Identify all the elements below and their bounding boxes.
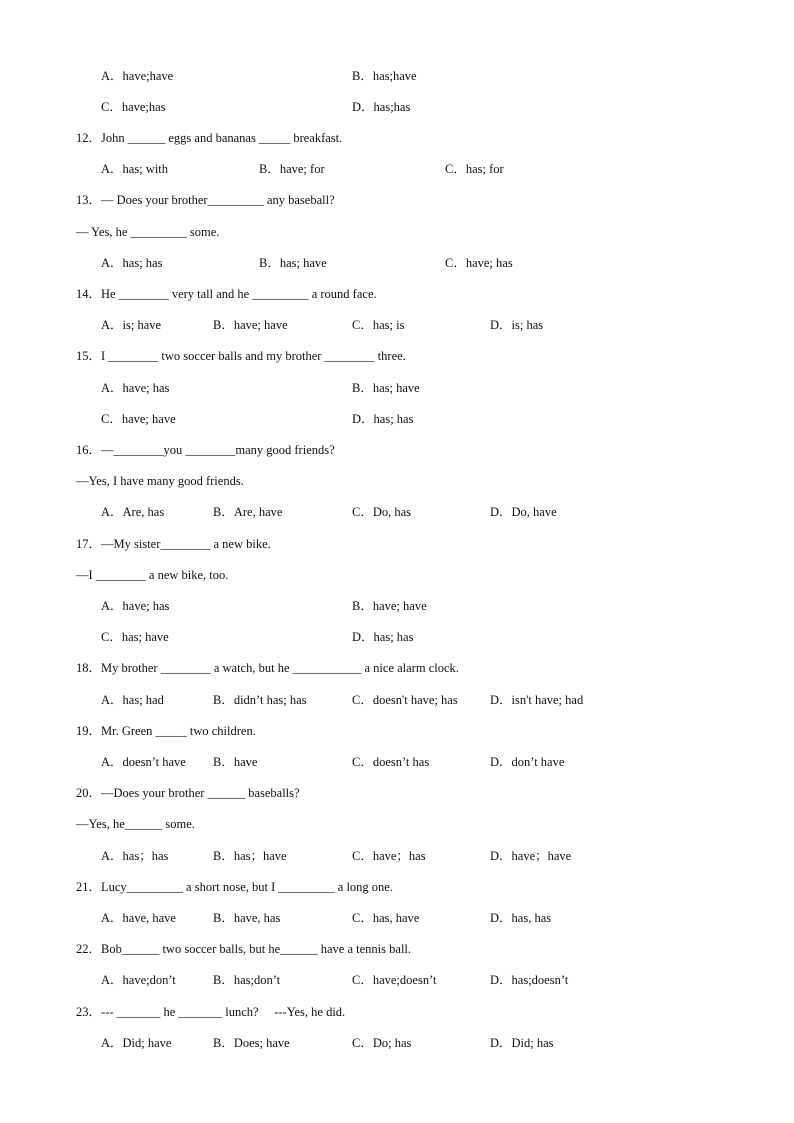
answer-option: A．Are, has — [101, 505, 165, 519]
answer-option: D．has;has — [352, 100, 411, 114]
answer-option: D．has, has — [490, 911, 552, 925]
answer-option: C．have;doesn’t — [352, 973, 437, 987]
answer-option: D．have；have — [490, 849, 572, 863]
answer-option: A．is; have — [101, 318, 162, 332]
answer-options — [101, 255, 751, 271]
answer-option: D．has; has — [352, 630, 414, 644]
answer-option: B．didn’t has; has — [213, 693, 307, 707]
answer-options — [101, 68, 751, 84]
answer-option: A．have;have — [101, 69, 174, 83]
question-text: 20．—Does your brother ______ baseballs? — [76, 786, 300, 800]
answer-options — [101, 504, 751, 520]
answer-option: D．don’t have — [490, 755, 565, 769]
question-text: 12．John ______ eggs and bananas _____ breakfast. — [76, 131, 343, 145]
answer-option: C．have；has — [352, 849, 426, 863]
answer-option: C．Do, has — [352, 505, 412, 519]
question-text: 22．Bob______ two soccer balls, but he______ have a tennis ball. — [76, 942, 412, 956]
answer-option: B．have; for — [259, 162, 325, 176]
answer-options — [101, 598, 751, 614]
answer-option: C．has; is — [352, 318, 405, 332]
question-text: 14．He ________ very tall and he _________ a round face. — [76, 287, 377, 301]
answer-option: A．have; has — [101, 599, 170, 613]
answer-option: D．isn't have; had — [490, 693, 584, 707]
question-text: 17．—My sister________ a new bike. — [76, 537, 271, 551]
answer-option: A．doesn’t have — [101, 755, 186, 769]
answer-option: A．has；has — [101, 849, 169, 863]
answer-option: A．Did; have — [101, 1036, 172, 1050]
answer-option: B．have, has — [213, 911, 281, 925]
answer-option: C．has; have — [101, 630, 169, 644]
answer-option: B．have — [213, 755, 258, 769]
answer-option: A．has; had — [101, 693, 164, 707]
answer-option: A．has; with — [101, 162, 169, 176]
question-text: 19．Mr. Green _____ two children. — [76, 724, 256, 738]
answer-options — [101, 411, 751, 427]
answer-option: D．is; has — [490, 318, 544, 332]
answer-option: C．has, have — [352, 911, 420, 925]
answer-options — [101, 754, 751, 770]
answer-option: A．have, have — [101, 911, 176, 925]
answer-option: A．have; has — [101, 381, 170, 395]
answer-options — [101, 848, 751, 864]
answer-option: B．has; have — [259, 256, 327, 270]
question-text: —Yes, I have many good friends. — [76, 474, 244, 488]
answer-option: B．has;have — [352, 69, 417, 83]
question-text: 18．My brother ________ a watch, but he ___________ a nice alarm clock. — [76, 661, 459, 675]
answer-option: C．Do; has — [352, 1036, 412, 1050]
answer-option: B．Does; have — [213, 1036, 290, 1050]
answer-option: B．Are, have — [213, 505, 283, 519]
answer-option: B．has;don’t — [213, 973, 281, 987]
answer-option: C．has; for — [445, 162, 504, 176]
answer-option: D．has;doesn’t — [490, 973, 569, 987]
answer-option: A．have;don’t — [101, 973, 176, 987]
question-text: —I ________ a new bike, too. — [76, 568, 229, 582]
answer-option: D．Did; has — [490, 1036, 554, 1050]
question-text: 13．— Does your brother_________ any baseball? — [76, 193, 335, 207]
question-text: 15．I ________ two soccer balls and my brother ________ three. — [76, 349, 406, 363]
answer-options — [101, 692, 751, 708]
answer-option: A．has; has — [101, 256, 163, 270]
answer-option: C．have;has — [101, 100, 166, 114]
answer-option: B．have; have — [213, 318, 288, 332]
answer-option: C．doesn't have; has — [352, 693, 458, 707]
answer-option: B．has; have — [352, 381, 420, 395]
answer-options — [101, 972, 751, 988]
question-text: 23．--- _______ he _______ lunch? ---Yes, he did. — [76, 1005, 346, 1019]
question-text: — Yes, he _________ some. — [76, 225, 220, 239]
answer-options — [101, 99, 751, 115]
answer-option: B．have; have — [352, 599, 427, 613]
answer-options — [101, 910, 751, 926]
answer-options — [101, 317, 751, 333]
question-text: 21．Lucy_________ a short nose, but I _________ a long one. — [76, 880, 393, 894]
question-text: 16．—________you ________many good friends? — [76, 443, 335, 457]
answer-option: D．Do, have — [490, 505, 557, 519]
answer-options — [101, 1035, 751, 1051]
answer-option: C．have; has — [445, 256, 513, 270]
answer-option: C．have; have — [101, 412, 176, 426]
answer-option: B．has；have — [213, 849, 287, 863]
answer-option: D．has; has — [352, 412, 414, 426]
answer-option: C．doesn’t has — [352, 755, 430, 769]
question-text: —Yes, he______ some. — [76, 817, 195, 831]
answer-options — [101, 161, 751, 177]
answer-options — [101, 380, 751, 396]
answer-options — [101, 629, 751, 645]
